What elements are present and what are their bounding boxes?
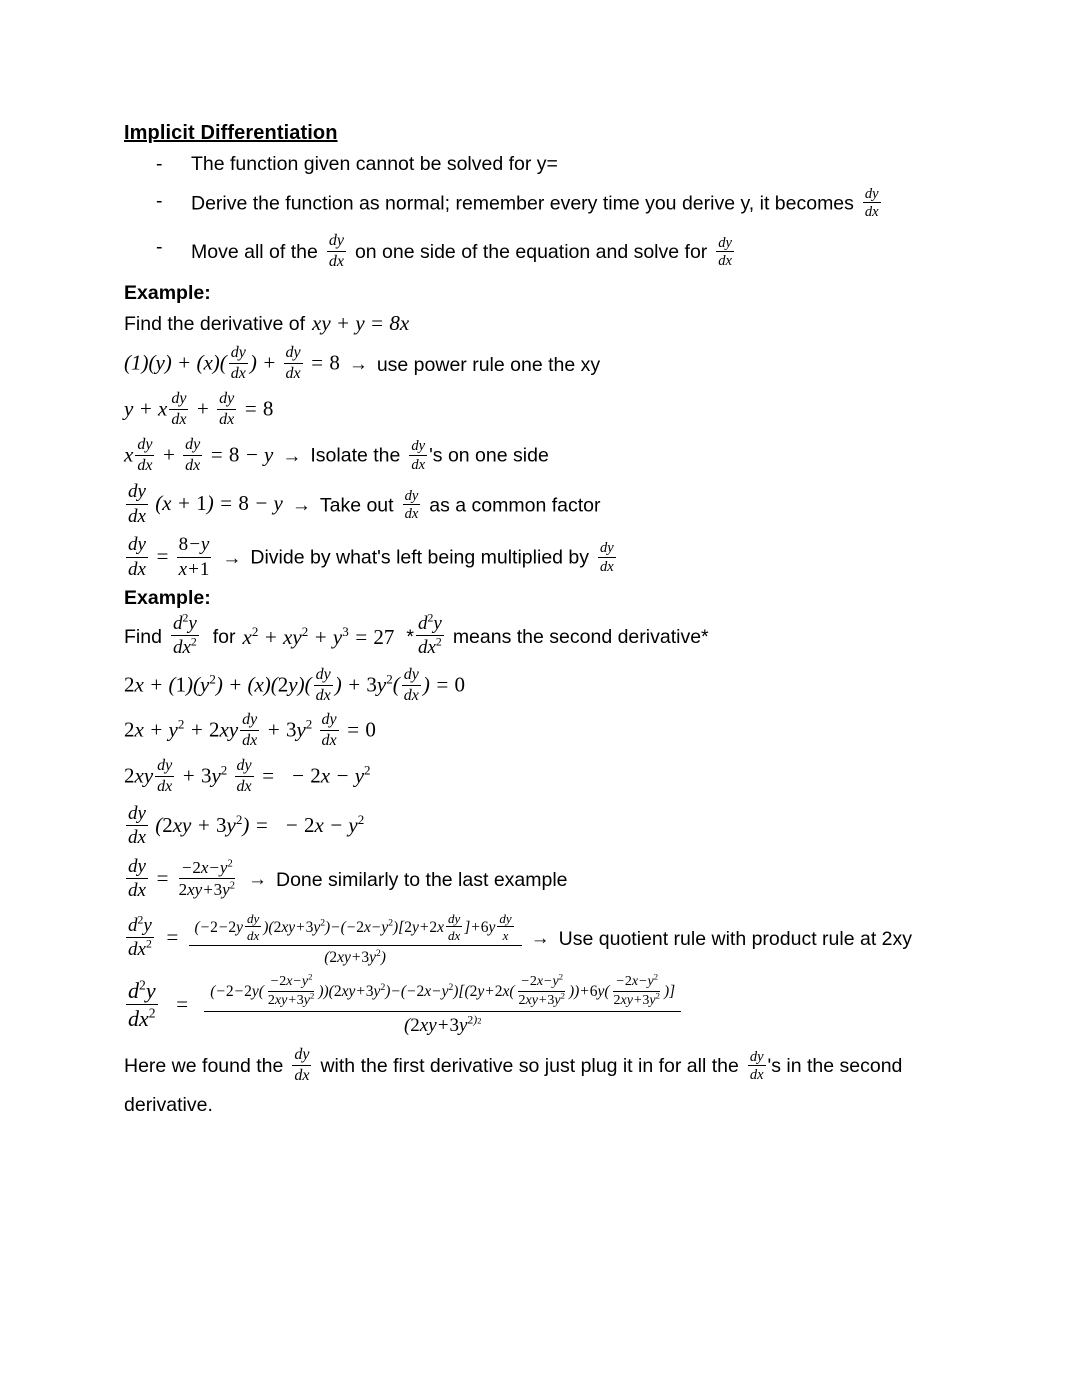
dy-dx-fraction bbox=[327, 232, 346, 272]
equation-4-note-a: Take out bbox=[319, 494, 394, 517]
page-title: Implicit Differentiation bbox=[124, 122, 338, 144]
star-prefix: * bbox=[406, 625, 414, 648]
equation-5: $\frac{dy}{dx}$ = $\frac{8-y}{x+1}$ bbox=[128, 534, 210, 580]
fraction-numerator: (−2−2y( $\frac{-2x-y^2}{2xy+3y^2}$ ))$(2xy+3y^2)-(-2x-y^2)[(2y+2x$( $\frac{-2x-y^2}{2xy+3y^2}$ ))+6y( $\frac{-2x-y^2}{2xy+3y^2}$ )] bbox=[204, 975, 681, 1012]
arrow-icon: → bbox=[282, 445, 302, 467]
equation-row bbox=[124, 971, 914, 1037]
dy-dx-fraction: $\frac{dy}{dx}$ bbox=[749, 1048, 764, 1084]
bullet-text-1: The function given cannot be solved for y= bbox=[191, 153, 558, 176]
example-1-prompt-equation: xy + y = 8x bbox=[312, 310, 410, 335]
document-content bbox=[124, 122, 914, 1122]
equation-11-note: Use quotient rule with product rule at 2xy bbox=[558, 927, 913, 950]
fraction-numerator: dy bbox=[864, 185, 879, 202]
fraction-numerator: dy bbox=[718, 234, 732, 251]
fraction-denominator: ($2xy+3y^{2)2}$ bbox=[403, 1013, 482, 1037]
closing-paragraph bbox=[124, 1047, 914, 1087]
example-1-heading: Example: bbox=[124, 281, 211, 304]
equation-4-note-b: as a common factor bbox=[429, 494, 601, 517]
equation-3-note bbox=[310, 439, 548, 473]
dy-dx-fraction: $\frac{dy}{dx}$ bbox=[600, 540, 614, 575]
closing-part-3: 's in the second bbox=[767, 1055, 903, 1078]
equation-row bbox=[124, 437, 914, 477]
dy-dx-fraction bbox=[716, 235, 734, 269]
equation-12: $\frac{d^2y}{dx^2}$ = (−2−2y( $\frac{-2x-y^2}{2xy+3y^2}$ ))$(2xy+3y^2)-(-2x-y^2)[(2y+2x$( $\frac{-2x-y^2}{2xy+3y^2}$ ))+6y( $\frac{-2x-y^2}{2xy+3y^2}$ )] ($2xy+3y^{2)2}$ bbox=[124, 975, 681, 1037]
list-item bbox=[124, 187, 914, 221]
equation-8: 2xy $\frac{dy}{dx}$ + $3y^2$ $\frac{dy}{dx}$ = − $2x - y^2$ bbox=[124, 757, 371, 796]
arrow-icon: → bbox=[291, 494, 311, 516]
star-note: means the second derivative* bbox=[452, 625, 709, 648]
equation-3-note-b: 's on one side bbox=[429, 444, 549, 467]
equation-1: (1)(y) + (x)( $\frac{dy}{dx}$ ) + $\frac{dy}{dx}$ = 8 bbox=[124, 344, 340, 383]
arrow-icon: → bbox=[222, 547, 242, 569]
equation-4-note bbox=[320, 489, 601, 523]
equation-5-note-a: Divide by what's left being multiplied by bbox=[250, 546, 590, 569]
arrow-icon: → bbox=[247, 869, 267, 891]
closing-paragraph-line2: derivative. bbox=[124, 1094, 213, 1117]
equation-row bbox=[124, 712, 914, 752]
bullet-marker: - bbox=[156, 153, 163, 176]
closing-part-1: Here we found the bbox=[124, 1055, 284, 1078]
bullet-text-2 bbox=[191, 187, 883, 221]
example-2-prompt-equation: $x^2 + xy^2 + y^3 = 27$ bbox=[242, 623, 395, 649]
d2y-dx2-fraction: $\frac{d^2y}{dx^2}$ bbox=[128, 977, 156, 1032]
fraction-denominator: dx bbox=[328, 253, 344, 270]
example-2-heading: Example: bbox=[124, 587, 211, 610]
fraction-numerator: (−2−2y $\frac{dy}{dx}$ )$(2xy+3y^2)-(-2x-y^2)[2y+2x$ $\frac{dy}{dx}$ ]+6y $\frac{dy}{x}$ bbox=[189, 912, 522, 947]
equation-11: $\frac{d^2y}{dx^2}$ = (−2−2y $\frac{dy}{dx}$ )$(2xy+3y^2)-(-2x-y^2)[2y+2x$ $\frac{dy}{dx}$ ]+6y $\frac{dy}{x}$ $(2xy+3y^2)$ bbox=[124, 912, 522, 968]
equation-6: $2x + (1)(y^2) + (x)(2y)$( $\frac{dy}{dx}$ ) + $3y^2$( $\frac{dy}{dx}$ ) = 0 bbox=[124, 665, 466, 704]
equation-1-note: use power rule one the xy bbox=[376, 353, 601, 376]
fraction-denominator: dx bbox=[718, 253, 732, 269]
bullet-marker: - bbox=[156, 189, 163, 212]
equation-row bbox=[124, 857, 914, 904]
equation-7: $2x + y^2 + 2xy$ $\frac{dy}{dx}$ + $3y^2$ $\frac{dy}{dx}$ = 0 bbox=[124, 711, 376, 750]
example-1-prompt-prefix: Find the derivative of bbox=[124, 312, 306, 335]
closing-part-2: with the first derivative so just plug it in for all the bbox=[320, 1055, 739, 1078]
dy-dx-fraction: $\frac{dy}{dx}$ bbox=[404, 487, 419, 522]
equation-row bbox=[124, 758, 914, 798]
d2y-dx2-fraction: $\frac{d^2y}{dx^2}$ bbox=[128, 913, 152, 961]
bullet-marker: - bbox=[156, 236, 163, 259]
bullet-text-3-label: Move all of the bbox=[191, 241, 318, 264]
arrow-icon: → bbox=[530, 928, 550, 950]
equation-row bbox=[124, 345, 914, 385]
fraction-denominator: dx bbox=[864, 203, 879, 220]
equation-row bbox=[124, 535, 914, 582]
example-2-prompt-row bbox=[124, 611, 914, 661]
example-2-find-label: Find bbox=[124, 625, 162, 648]
list-item bbox=[124, 233, 914, 273]
equation-5-note bbox=[250, 541, 617, 575]
dy-dx-fraction: $\frac{dy}{dx}$ bbox=[294, 1046, 310, 1085]
fraction-denominator: $(2xy+3y^2)$ bbox=[324, 948, 386, 967]
equation-row bbox=[124, 667, 914, 707]
equation-3: x $\frac{dy}{dx}$ + $\frac{dy}{dx}$ = 8 − y bbox=[124, 435, 274, 474]
fraction-numerator: dy bbox=[327, 232, 346, 252]
equation-3-note-a: Isolate the bbox=[310, 444, 401, 467]
arrow-icon: → bbox=[348, 354, 368, 376]
equation-10: $\frac{dy}{dx}$ = $\frac{-2x-y^2}{2xy+3y^2}$ bbox=[128, 855, 235, 902]
equation-4: $\frac{dy}{dx}$ (x + 1) = 8 − y bbox=[128, 481, 283, 527]
dy-dx-fraction: $\frac{dy}{dx}$ bbox=[411, 438, 426, 473]
bullet-text-3-mid: on one side of the equation and solve for bbox=[354, 241, 708, 264]
d2y-dx2-fraction: $\frac{d^2y}{dx^2}$ bbox=[417, 611, 442, 659]
equation-9: $\frac{dy}{dx}$ $(2xy + 3y^2)$ = − $2x - y^2$ bbox=[128, 802, 365, 849]
list-item bbox=[124, 150, 914, 178]
bullet-text-2-label: Derive the function as normal; remember every time you derive y, it becomes bbox=[191, 192, 854, 215]
final-fraction bbox=[204, 971, 681, 1037]
equation-row bbox=[124, 804, 914, 851]
d2y-dx2-fraction: $\frac{d^2y}{dx^2}$ bbox=[172, 611, 197, 659]
equation-10-note: Done similarly to the last example bbox=[275, 868, 568, 891]
equation-row bbox=[124, 391, 914, 431]
quotient-rule-fraction bbox=[189, 912, 522, 968]
equation-2: y + x $\frac{dy}{dx}$ + $\frac{dy}{dx}$ = 8 bbox=[124, 389, 274, 428]
bullet-list bbox=[124, 150, 914, 272]
equation-row bbox=[124, 912, 914, 968]
example-2-for-label: for bbox=[212, 625, 236, 648]
example-1-prompt bbox=[124, 308, 914, 340]
dy-dx-fraction bbox=[863, 186, 881, 220]
bullet-text-3 bbox=[191, 233, 736, 273]
equation-row bbox=[124, 482, 914, 529]
